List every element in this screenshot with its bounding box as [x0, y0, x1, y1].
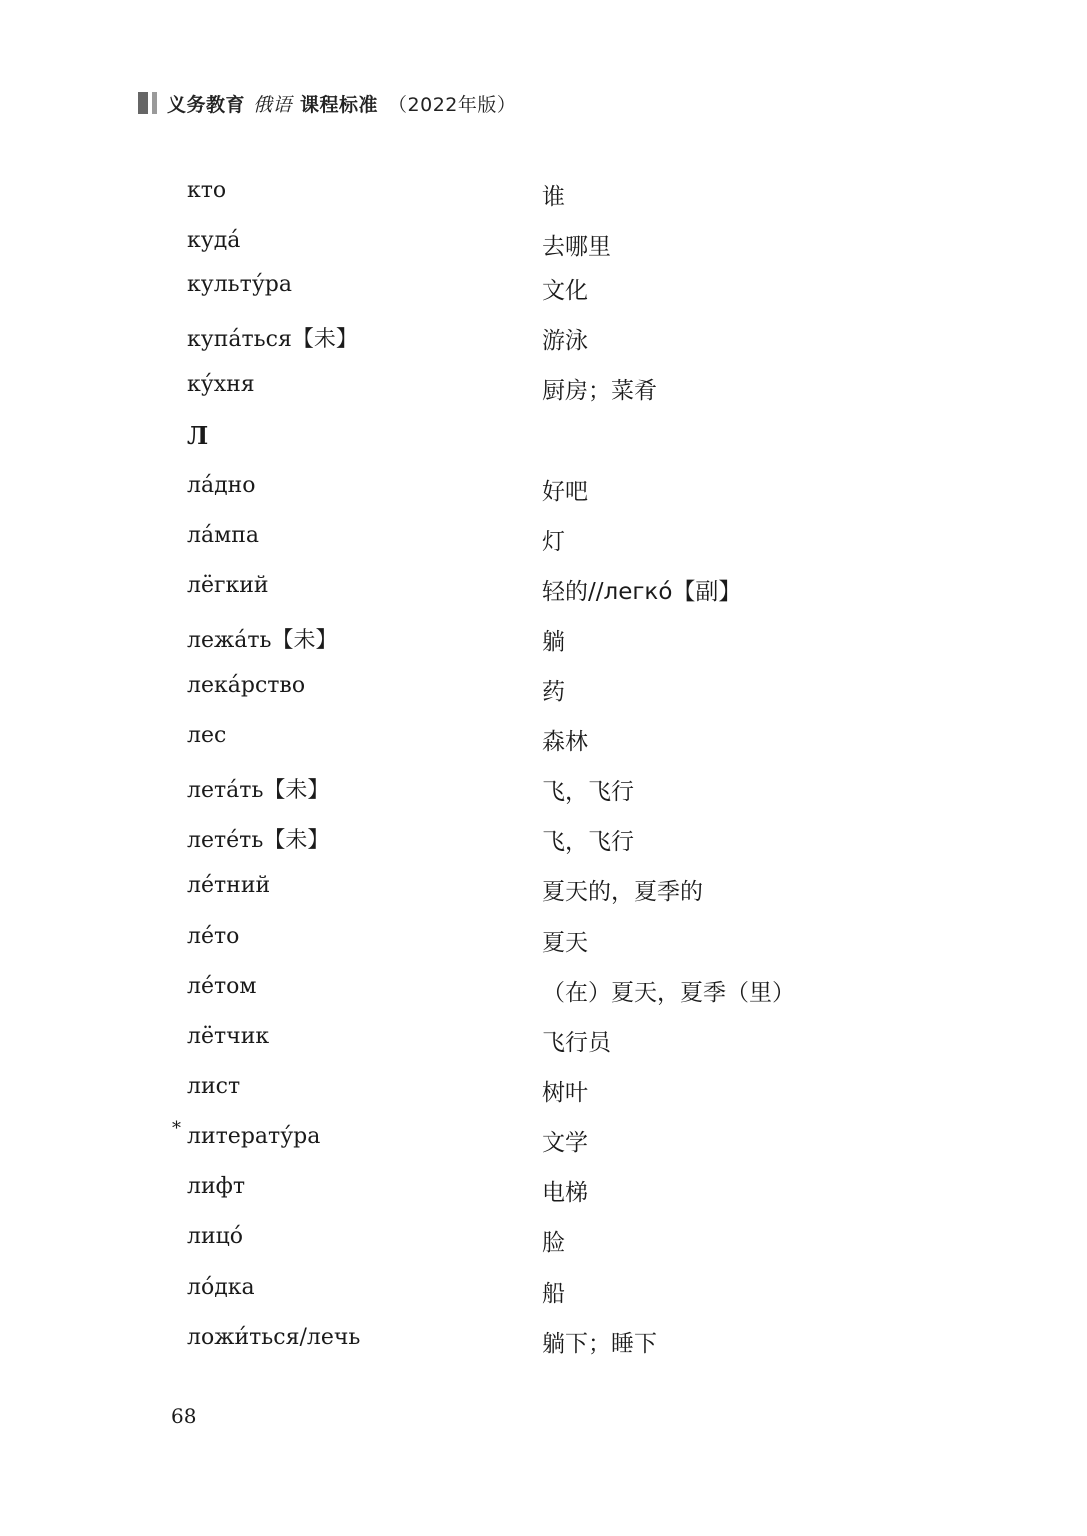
header-title: [167, 90, 516, 117]
header-bars-decoration: [138, 92, 157, 114]
chinese-meaning: 飞，飞行: [542, 779, 634, 805]
chinese-meaning: 谁: [542, 184, 565, 210]
vocab-entry: [0, 873, 1087, 913]
chinese-meaning: 飞行员: [542, 1030, 611, 1056]
russian-word: лежа́ть【未】: [187, 628, 338, 653]
section-letter: Л: [187, 421, 209, 450]
vocab-entry: [0, 573, 1087, 613]
vocab-entry: [0, 228, 1087, 268]
vocab-entry: [0, 322, 1087, 362]
vocab-entry: [0, 623, 1087, 663]
chinese-meaning: 去哪里: [542, 234, 611, 260]
vocab-entry: [0, 178, 1087, 218]
russian-word: ло́дка: [187, 1275, 255, 1300]
page-number: 68: [171, 1404, 197, 1428]
vocab-entry: [0, 723, 1087, 763]
chinese-meaning: 电梯: [542, 1180, 588, 1206]
chinese-meaning: 飞，飞行: [542, 829, 634, 855]
chinese-meaning: 躺下；睡下: [542, 1331, 657, 1357]
vocab-entry: [0, 673, 1087, 713]
header-bar-light: [152, 92, 157, 114]
chinese-meaning: 好吧: [542, 479, 588, 505]
russian-word: лека́рство: [187, 673, 306, 698]
asterisk-mark: *: [172, 1118, 181, 1139]
russian-word: ложи́ться/лечь: [187, 1325, 361, 1350]
vocab-entry: [0, 1275, 1087, 1315]
chinese-meaning: 夏天的，夏季的: [542, 879, 703, 905]
chinese-meaning: 轻的//легко́【副】: [542, 579, 742, 605]
russian-word: литерату́ра: [187, 1124, 321, 1149]
russian-word: лётчик: [187, 1024, 270, 1049]
chinese-meaning: 灯: [542, 529, 565, 555]
russian-word: ку́хня: [187, 372, 255, 397]
header-title-b: 俄语: [253, 93, 293, 116]
vocab-entry: [0, 1224, 1087, 1264]
header-bar-dark: [138, 92, 148, 114]
russian-word: лицо́: [187, 1224, 244, 1249]
chinese-meaning: 文学: [542, 1130, 588, 1156]
russian-word: лета́ть【未】: [187, 778, 330, 803]
chinese-meaning: 夏天: [542, 930, 588, 956]
russian-word: кто: [187, 178, 227, 203]
vocab-entry: [0, 1118, 1087, 1164]
vocab-entry: [0, 1074, 1087, 1114]
russian-word: ла́дно: [187, 473, 256, 498]
header-title-c: 课程标准: [300, 93, 379, 116]
vocab-entry: [0, 1174, 1087, 1214]
chinese-meaning: 药: [542, 679, 565, 705]
chinese-meaning: 文化: [542, 278, 588, 304]
vocab-entry: [0, 372, 1087, 412]
vocab-entry: [0, 924, 1087, 964]
chinese-meaning: （在）夏天，夏季（里）: [542, 980, 795, 1006]
chinese-meaning: 脸: [542, 1230, 565, 1256]
russian-word: ле́то: [187, 924, 240, 949]
running-header: [138, 88, 516, 118]
header-edition: （2022年版）: [388, 93, 517, 116]
russian-word: ле́том: [187, 974, 257, 999]
russian-word: ла́мпа: [187, 523, 259, 548]
russian-word: куда́: [187, 228, 241, 253]
russian-word: лёгкий: [187, 573, 269, 598]
chinese-meaning: 森林: [542, 729, 588, 755]
header-title-a: 义务教育: [167, 93, 246, 116]
vocab-entry: [0, 1325, 1087, 1365]
vocab-entry: [0, 823, 1087, 863]
russian-word: купа́ться【未】: [187, 327, 358, 352]
vocab-entry: [0, 473, 1087, 513]
chinese-meaning: 厨房；菜肴: [542, 378, 657, 404]
vocab-entry: [0, 272, 1087, 312]
russian-word: лист: [187, 1074, 241, 1099]
russian-word: культу́ра: [187, 272, 292, 297]
vocab-entry: [0, 773, 1087, 813]
chinese-meaning: 树叶: [542, 1080, 588, 1106]
chinese-meaning: 船: [542, 1281, 565, 1307]
russian-word: лифт: [187, 1174, 246, 1199]
russian-word: лес: [187, 723, 227, 748]
chinese-meaning: 游泳: [542, 328, 588, 354]
vocab-entry: [0, 523, 1087, 563]
vocab-entry: [0, 974, 1087, 1014]
russian-word: ле́тний: [187, 873, 271, 898]
vocab-entry: [0, 1024, 1087, 1064]
russian-word: лете́ть【未】: [187, 828, 330, 853]
chinese-meaning: 躺: [542, 629, 565, 655]
